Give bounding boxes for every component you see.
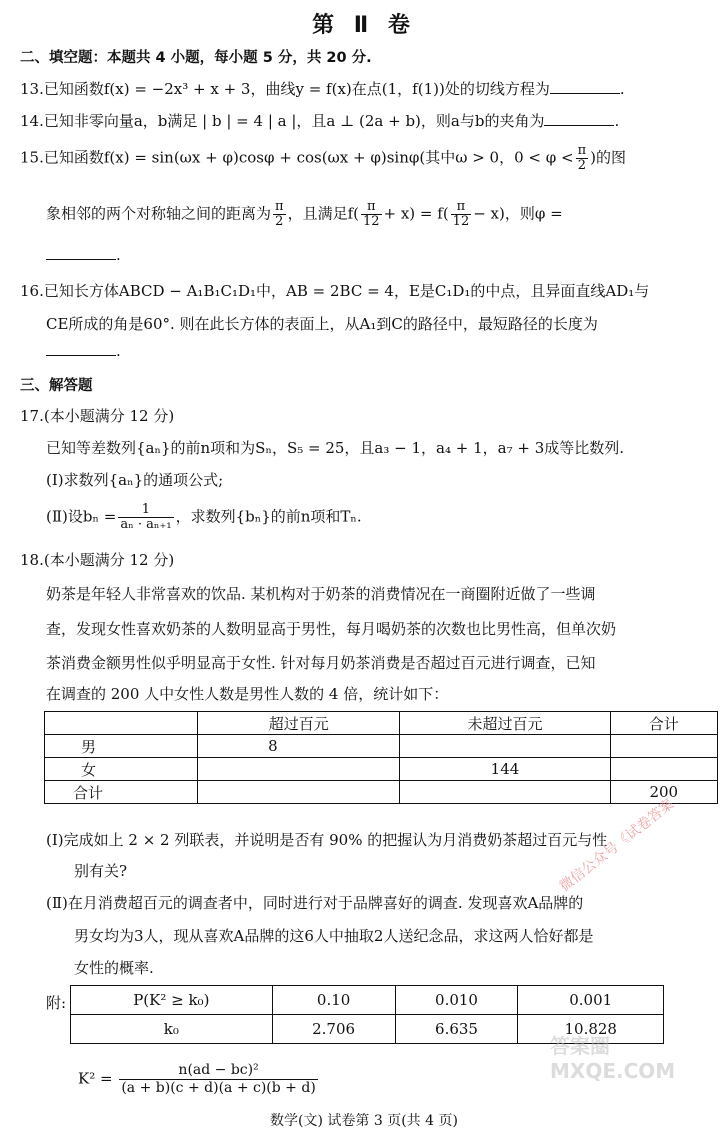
page-footer: 数学(文) 试卷第 3 页(共 4 页) <box>270 1113 458 1129</box>
question-number: 16. <box>20 282 44 300</box>
table-row <box>45 758 718 781</box>
table-cell <box>610 758 717 781</box>
section-3-header: 三、解答题 <box>20 378 93 394</box>
table-cell: 10.828 <box>518 1015 664 1044</box>
question-18-part-1-line-1: (Ⅰ)完成如上 2 × 2 列联表，并说明是否有 90% 的把握认为月消费奶茶超过百元与性 <box>46 831 608 849</box>
answer-blank <box>544 113 614 126</box>
table-row <box>71 986 664 1015</box>
table-header-cell: 合计 <box>610 712 717 735</box>
question-18-para-line: 茶消费金额男性似乎明显高于女性. 针对每月奶茶消费是否超过百元进行调查，已知 <box>46 654 596 672</box>
table-cell: k₀ <box>71 1015 273 1044</box>
k-squared-formula: K² = $\frac{\text{n(ad − bc)²}}{(a + b)(c + d)(a + c)(b + d)}$ <box>78 1062 316 1096</box>
question-18-part-2-line-3: 女性的概率. <box>74 959 154 977</box>
question-text: 已知函数f(x) = −2x³ + x + 3，曲线y = f(x)在点(1，f(1))处的切线方程为 <box>43 80 550 98</box>
question-15-blank-line: . <box>46 246 121 264</box>
table-cell <box>198 758 400 781</box>
table-cell <box>45 712 198 735</box>
answer-blank <box>46 247 116 260</box>
table-cell: 0.010 <box>395 986 518 1015</box>
fraction-pi-over-2: $\frac{\pi}{2}$ <box>275 199 284 229</box>
question-17-header <box>20 405 174 426</box>
table-cell: 6.635 <box>395 1015 518 1044</box>
table-cell <box>198 781 400 804</box>
table-cell: 合计 <box>45 781 198 804</box>
answer-blank <box>550 81 620 94</box>
question-15-line-2: 象相邻的两个对称轴之间的距离为 $\frac{\pi}{2}$ ，且满足f( $\frac{\pi}{12}$ + x) = f( $\frac{\pi}{12}$ − x)，则φ = <box>46 199 563 229</box>
table-cell: 200 <box>610 781 717 804</box>
table-cell: 0.10 <box>272 986 395 1015</box>
question-18-para-line: 在调查的 200 人中女性人数是男性人数的 4 倍，统计如下： <box>46 685 449 703</box>
table-row <box>45 781 718 804</box>
question-18-header <box>20 549 174 570</box>
fraction-pi-over-12: $\frac{\pi}{12}$ <box>362 199 380 229</box>
table-cell: 2.706 <box>272 1015 395 1044</box>
formula-fraction: $\frac{\text{n(ad − bc)²}}{(a + b)(c + d)(a + c)(b + d)}$ <box>121 1062 316 1096</box>
table-header-cell: 未超过百元 <box>400 712 610 735</box>
site-logo-watermark: 答案圈 MXQE.COM <box>550 1034 676 1083</box>
table-cell <box>400 781 610 804</box>
table-row <box>45 735 718 758</box>
answer-blank <box>46 343 116 356</box>
table-cell <box>400 735 610 758</box>
question-16-blank-line: . <box>46 342 121 360</box>
question-18-part-1-line-2: 别有关? <box>74 862 128 880</box>
table-header-row <box>45 712 718 735</box>
fraction-pi-over-2: $\frac{\pi}{2}$ <box>577 143 587 173</box>
question-18-para-line: 奶茶是年轻人非常喜欢的饮品. 某机构对于奶茶的消费情况在一商圈附近做了一些调 <box>46 585 596 603</box>
question-14: 14.已知非零向量a，b满足 | b | = 4 | a |，且a ⊥ (2a + b)，则a与b的夹角为 . <box>20 112 620 130</box>
table-cell: P(K² ≥ k₀) <box>71 986 273 1015</box>
question-number: 17. <box>20 407 44 425</box>
question-text: 已知非零向量a，b满足 | b | = 4 | a |，且a ⊥ (2a + b)，则a与b的夹角为 <box>43 112 545 130</box>
page-title: 第 Ⅱ 卷 <box>312 13 416 38</box>
section-2-header: 二、填空题：本题共 4 小题，每小题 5 分，共 20 分. <box>20 50 372 66</box>
table-cell: 女 <box>45 758 198 781</box>
watermark-text: 微信公众号《试卷答案 <box>556 796 678 895</box>
table-cell: 0.001 <box>518 986 664 1015</box>
question-number: 15. <box>20 148 44 167</box>
question-18-part-2-line-1: (Ⅱ)在月消费超百元的调查者中，同时进行对于品牌喜好的调查. 发现喜欢A品牌的 <box>46 894 584 912</box>
fraction-pi-over-12: $\frac{\pi}{12}$ <box>452 199 470 229</box>
table-header-cell: 超过百元 <box>198 712 400 735</box>
contingency-table <box>44 711 718 804</box>
question-18-para-line: 查，发现女性喜欢奶茶的人数明显高于男性，每月喝奶茶的次数也比男性高，但单次奶 <box>46 620 617 638</box>
table-cell: 男 <box>45 735 198 758</box>
question-17-part-1: (Ⅰ)求数列{aₙ}的通项公式; <box>46 471 224 489</box>
question-16-line-2: CE所成的角是60°. 则在此长方体的表面上，从A₁到C的路径中，最短路径的长度为 <box>46 315 598 333</box>
score-note: (本小题满分 12 分) <box>43 407 175 425</box>
question-13: 13.已知函数f(x) = −2x³ + x + 3，曲线y = f(x)在点(1，f(1))处的切线方程为 . <box>20 80 625 98</box>
question-number: 18. <box>20 551 44 569</box>
score-note: (本小题满分 12 分) <box>43 551 175 569</box>
question-17-part-2: (Ⅱ)设bₙ = $\frac{1}{\text{aₙ · aₙ₊₁}}$ ，求数列{bₙ}的前n项和Tₙ. <box>46 502 362 532</box>
table-cell: 8 <box>198 735 400 758</box>
question-number: 14. <box>20 112 44 130</box>
table-cell <box>610 735 717 758</box>
fraction-bn: $\frac{1}{\text{aₙ · aₙ₊₁}}$ <box>120 502 172 532</box>
question-15-line-1: 15.已知函数f(x) = sin(ωx + φ)cosφ + cos(ωx + φ)sinφ(其中ω > 0，0 < φ < $\frac{\pi}{2}$ )的图 <box>20 143 626 173</box>
appendix-label: 附: <box>46 994 67 1012</box>
question-16-line-1: 16.已知长方体ABCD − A₁B₁C₁D₁中，AB = 2BC = 4，E是C₁D₁的中点，且异面直线AD₁与 <box>20 282 650 300</box>
question-number: 13. <box>20 80 44 98</box>
table-cell: 144 <box>400 758 610 781</box>
question-17-stem: 已知等差数列{aₙ}的前n项和为Sₙ，S₅ = 25，且a₃ − 1，a₄ + 1，a₇ + 3成等比数列. <box>46 439 625 457</box>
question-18-part-2-line-2: 男女均为3人，现从喜欢A品牌的这6人中抽取2人送纪念品，求这两人恰好都是 <box>74 927 594 945</box>
